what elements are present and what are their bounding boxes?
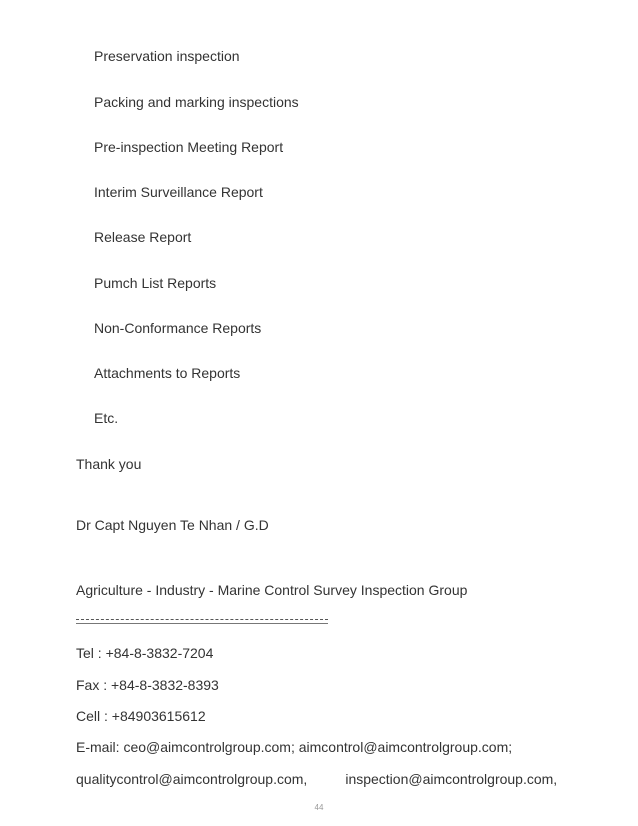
separator-line [76, 623, 328, 624]
email-quality: qualitycontrol@aimcontrolgroup.com, [76, 771, 308, 787]
list-item: Release Report [94, 229, 192, 245]
organization-name: Agriculture - Industry - Marine Control Survey Inspection Group [76, 582, 468, 598]
separator-line [76, 619, 328, 620]
list-item: Packing and marking inspections [94, 94, 299, 110]
signature-text: Dr Capt Nguyen Te Nhan / G.D [76, 517, 269, 533]
list-item: Interim Surveillance Report [94, 184, 263, 200]
fax-line: Fax : +84-8-3832-8393 [76, 677, 219, 693]
email-line: E-mail: ceo@aimcontrolgroup.com; aimcontrol@aimcontrolgroup.com; [76, 739, 513, 755]
list-item: Preservation inspection [94, 48, 240, 64]
tel-line: Tel : +84-8-3832-7204 [76, 645, 214, 661]
list-item: Pre-inspection Meeting Report [94, 139, 284, 155]
page-number: 44 [314, 803, 324, 812]
list-item: Non-Conformance Reports [94, 320, 262, 336]
email-inspection: inspection@aimcontrolgroup.com, [345, 771, 558, 787]
list-item: Pumch List Reports [94, 275, 217, 291]
cell-line: Cell : +84903615612 [76, 708, 206, 724]
closing-text: Thank you [76, 456, 142, 472]
list-item: Etc. [94, 410, 119, 426]
email-line-continued [76, 771, 557, 787]
list-item: Attachments to Reports [94, 365, 241, 381]
